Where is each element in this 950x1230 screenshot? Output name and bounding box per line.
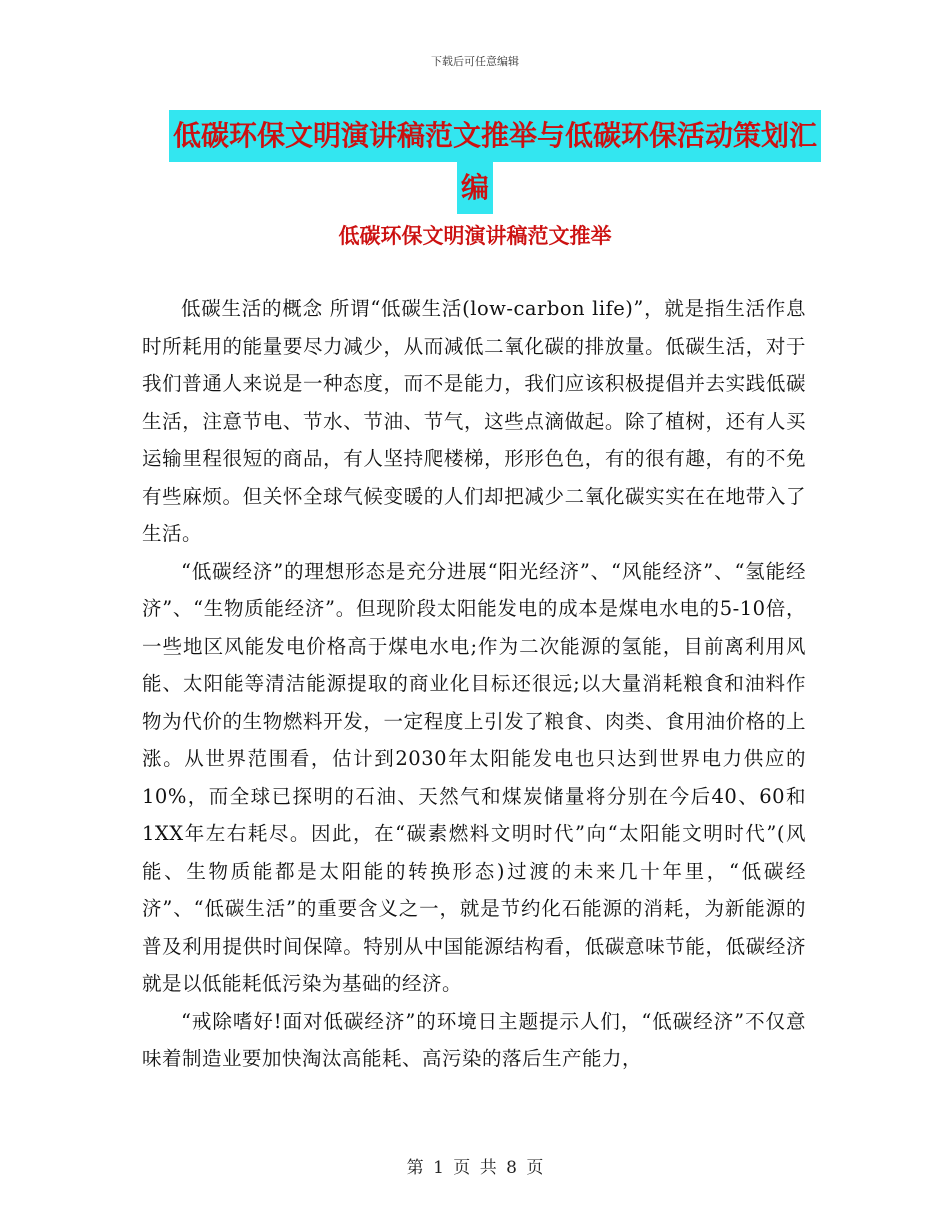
section-title: 低碳环保文明演讲稿范文推举 [338,224,612,248]
paragraph: “低碳经济”的理想形态是充分进展“阳光经济”、“风能经济”、“氢能经济”、“生物质能经济”。但现阶段太阳能发电的成本是煤电水电的5-10倍，一些地区风能发电价格高于煤电水电;作为二次能源的氢能，目前离利用风能、太阳能等清洁能源提取的商业化目标还很远;以大量消耗粮食和油料作物为代价的生物燃料开发，一定程度上引发了粮食、肉类、食用油价格的上涨。从世界范围看，估计到2030年太阳能发电也只达到世界电力供应的10%，而全球已探明的石油、天然气和煤炭储量将分别在今后40、60和1XX年左右耗尽。因此，在“碳素燃料文明时代”向“太阳能文明时代”(风能、生物质能都是太阳能的转换形态)过渡的未来几十年里，“低碳经济”、“低碳生活”的重要含义之一，就是节约化石能源的消耗，为新能源的普及利用提供时间保障。特别从中国能源结构看，低碳意味节能，低碳经济就是以低能耗低污染为基础的经济。 [142,559,806,995]
page-footer: 第 1 页 共 8 页 [406,1158,544,1178]
document-body [142,290,806,1078]
document-title-line1: 低碳环保文明演讲稿范文推举与低碳环保活动策划汇 [169,110,821,162]
paragraph: “戒除嗜好!面对低碳经济”的环境日主题提示人们，“低碳经济”不仅意味着制造业要加快淘汰高能耗、高污染的落后生产能力， [142,1009,806,1070]
paragraph: 低碳生活的概念 所谓“低碳生活(low-carbon life)”，就是指生活作息时所耗用的能量要尽力减少，从而减低二氧化碳的排放量。低碳生活，对于我们普通人来说是一种态度，而不是能力，我们应该积极提倡并去实践低碳生活，注意节电、节水、节油、节气，这些点滴做起。除了植树，还有人买运输里程很短的商品，有人坚持爬楼梯，形形色色，有的很有趣，有的不免有些麻烦。但关怀全球气候变暖的人们却把减少二氧化碳实实在在地带入了生活。 [142,297,806,545]
document-title [0,110,950,214]
header-note: 下载后可任意编辑 [431,55,519,68]
document-title-line2: 编 [457,162,493,214]
